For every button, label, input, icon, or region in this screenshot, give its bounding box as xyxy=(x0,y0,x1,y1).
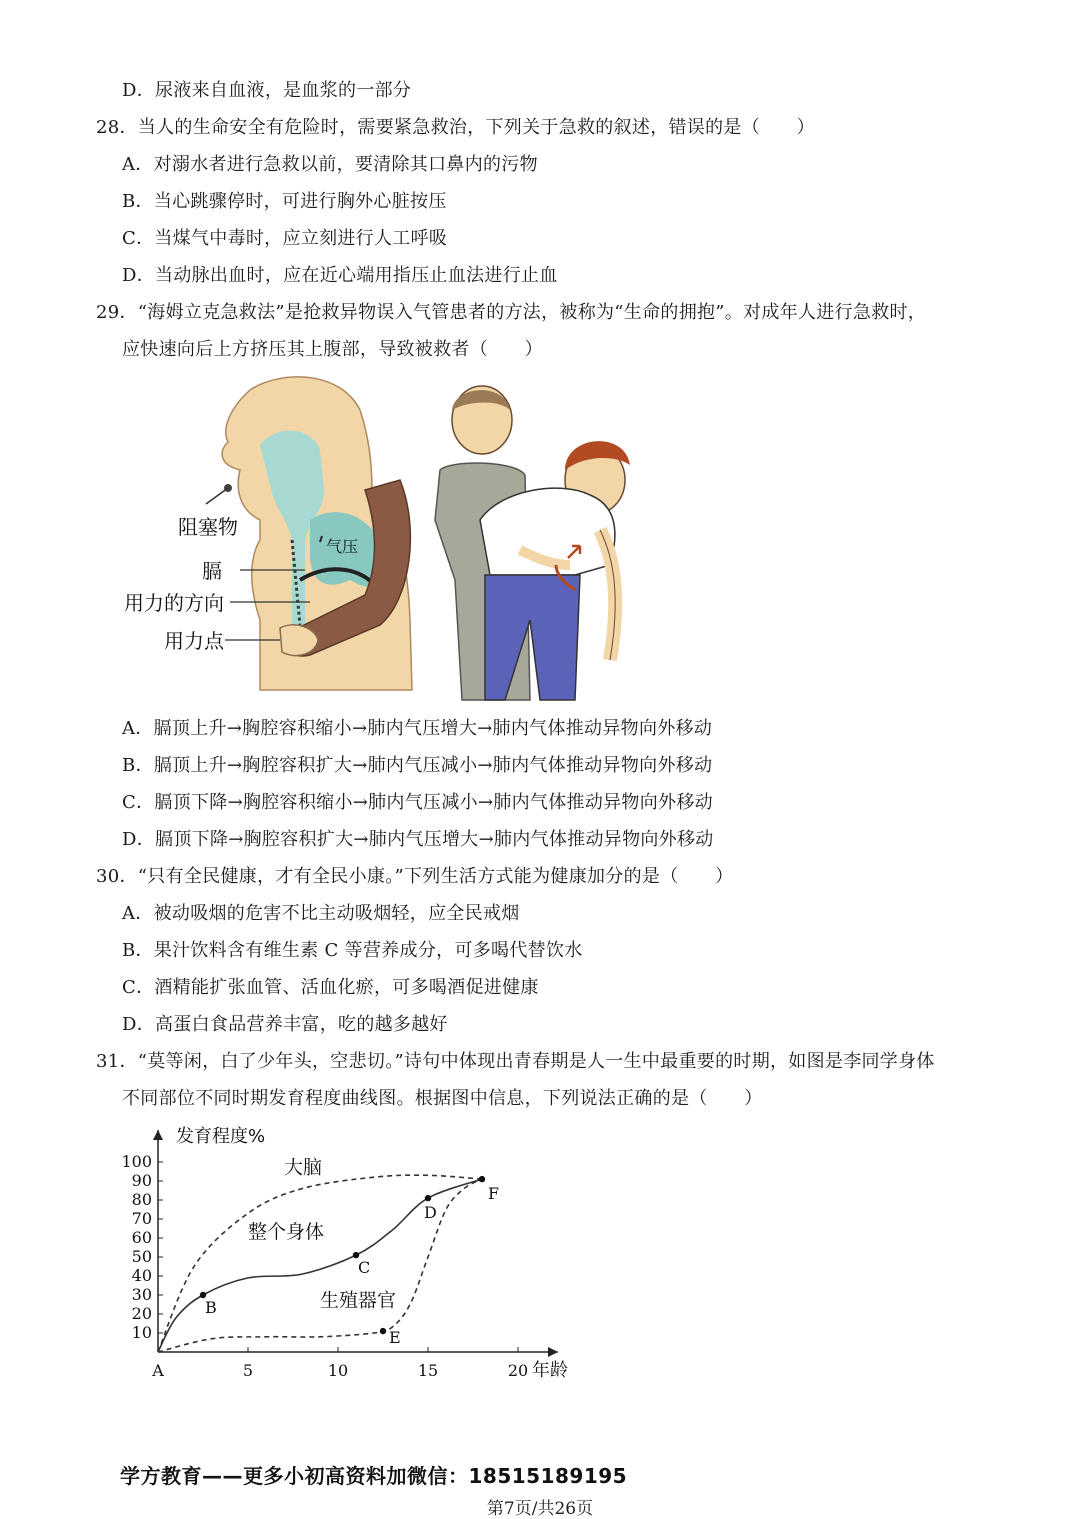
development-chart xyxy=(110,1120,580,1390)
y-axis-arrow xyxy=(153,1130,163,1140)
series-label: 整个身体 xyxy=(248,1221,325,1243)
data-point xyxy=(479,1176,485,1182)
point-label: E xyxy=(389,1328,401,1348)
label-pressure: 气压 xyxy=(326,537,359,556)
q29-stem-line2: 应快速向后上方挤压其上腹部，导致被救者（ ） xyxy=(122,339,543,360)
q30-option-c: C．酒精能扩张血管、活血化瘀，可多喝酒促进健康 xyxy=(122,977,539,998)
chart-text xyxy=(121,1126,568,1381)
y-tick-label: 60 xyxy=(131,1228,152,1247)
y-tick-label: 10 xyxy=(131,1323,152,1342)
q31-stem-line2: 不同部位不同时期发育程度曲线图。根据图中信息，下列说法正确的是（ ） xyxy=(122,1088,763,1109)
q28-option-a: A．对溺水者进行急救以前，要清除其口鼻内的污物 xyxy=(122,154,538,175)
x-tick-label: 15 xyxy=(417,1361,439,1380)
rescue-illustration xyxy=(435,386,630,700)
q30-option-d: D．高蛋白食品营养丰富，吃的越多越好 xyxy=(122,1014,448,1035)
q29-stem-line1: 29．“海姆立克急救法”是抢救异物误入气管患者的方法，被称为“生命的拥抱”。对成年人进行急救时， xyxy=(96,302,927,323)
x-origin-label: A xyxy=(152,1361,164,1380)
q28-option-d: D．当动脉出血时，应在近心端用指压止血法进行止血 xyxy=(122,265,558,286)
series-label: 生殖器官 xyxy=(320,1289,397,1312)
y-axis-label: 发育程度% xyxy=(176,1126,266,1147)
y-tick-label: 30 xyxy=(131,1285,152,1304)
q28-option-c: C．当煤气中毒时，应立刻进行人工呼吸 xyxy=(122,228,448,249)
x-tick-label: 10 xyxy=(327,1361,349,1380)
q30-option-b: B．果汁饮料含有维生素 C 等营养成分，可多喝代替饮水 xyxy=(122,940,583,961)
y-tick-label: 70 xyxy=(131,1209,152,1228)
y-tick-label: 40 xyxy=(131,1266,152,1285)
page-number: 第7页/共26页 xyxy=(486,1499,594,1519)
footer-advertisement: 学方教育——更多小初高资料加微信：18515189195 xyxy=(120,1464,628,1488)
label-force-direction: 用力的方向 xyxy=(124,591,224,615)
y-tick-label: 90 xyxy=(131,1171,152,1190)
q28-option-b: B．当心跳骤停时，可进行胸外心脏按压 xyxy=(122,191,447,212)
y-tick-label: 100 xyxy=(121,1152,152,1171)
point-label: C xyxy=(358,1258,371,1278)
series-line xyxy=(158,1175,482,1352)
q29-option-a: A．膈顶上升→胸腔容积缩小→肺内气压增大→肺内气体推动异物向外移动 xyxy=(122,718,713,739)
label-force-point: 用力点 xyxy=(164,629,224,653)
point-label: F xyxy=(488,1184,500,1204)
x-axis-arrow xyxy=(548,1347,558,1357)
x-axis-label: 年龄 xyxy=(532,1360,568,1381)
x-tick-label: 5 xyxy=(242,1361,254,1380)
chart-series xyxy=(158,1175,482,1352)
label-diaphragm: 膈 xyxy=(202,559,222,583)
data-point xyxy=(425,1195,431,1201)
heimlich-figure xyxy=(110,370,640,710)
point-label: D xyxy=(424,1203,437,1223)
y-tick-label: 80 xyxy=(131,1190,152,1209)
prev-option-d: D．尿液来自血液，是血浆的一部分 xyxy=(122,80,412,101)
x-tick-label: 20 xyxy=(507,1361,529,1380)
q30-option-a: A．被动吸烟的危害不比主动吸烟轻，应全民戒烟 xyxy=(122,903,520,924)
q31-stem-line1: 31．“莫等闲，白了少年头，空悲切。”诗句中体现出青春期是人一生中最重要的时期，如图是李同学身体 xyxy=(96,1051,935,1072)
q30-stem: 30．“只有全民健康，才有全民小康。”下列生活方式能为健康加分的是（ ） xyxy=(96,866,734,887)
series-label: 大脑 xyxy=(284,1156,323,1179)
q29-option-b: B．膈顶上升→胸腔容积扩大→肺内气压减小→肺内气体推动异物向外移动 xyxy=(122,755,713,776)
chart-axes xyxy=(153,1130,558,1357)
y-tick-label: 20 xyxy=(131,1304,152,1323)
label-obstruction: 阻塞物 xyxy=(178,515,238,539)
point-label: B xyxy=(205,1298,217,1317)
q28-stem: 28．当人的生命安全有危险时，需要紧急救治，下列关于急救的叙述，错误的是（ ） xyxy=(96,117,815,138)
data-point xyxy=(380,1328,386,1334)
y-tick-label: 50 xyxy=(131,1247,152,1266)
q29-option-d: D．膈顶下降→胸腔容积扩大→肺内气压增大→肺内气体推动异物向外移动 xyxy=(122,829,714,850)
q29-option-c: C．膈顶下降→胸腔容积缩小→肺内气压减小→肺内气体推动异物向外移动 xyxy=(122,792,713,813)
